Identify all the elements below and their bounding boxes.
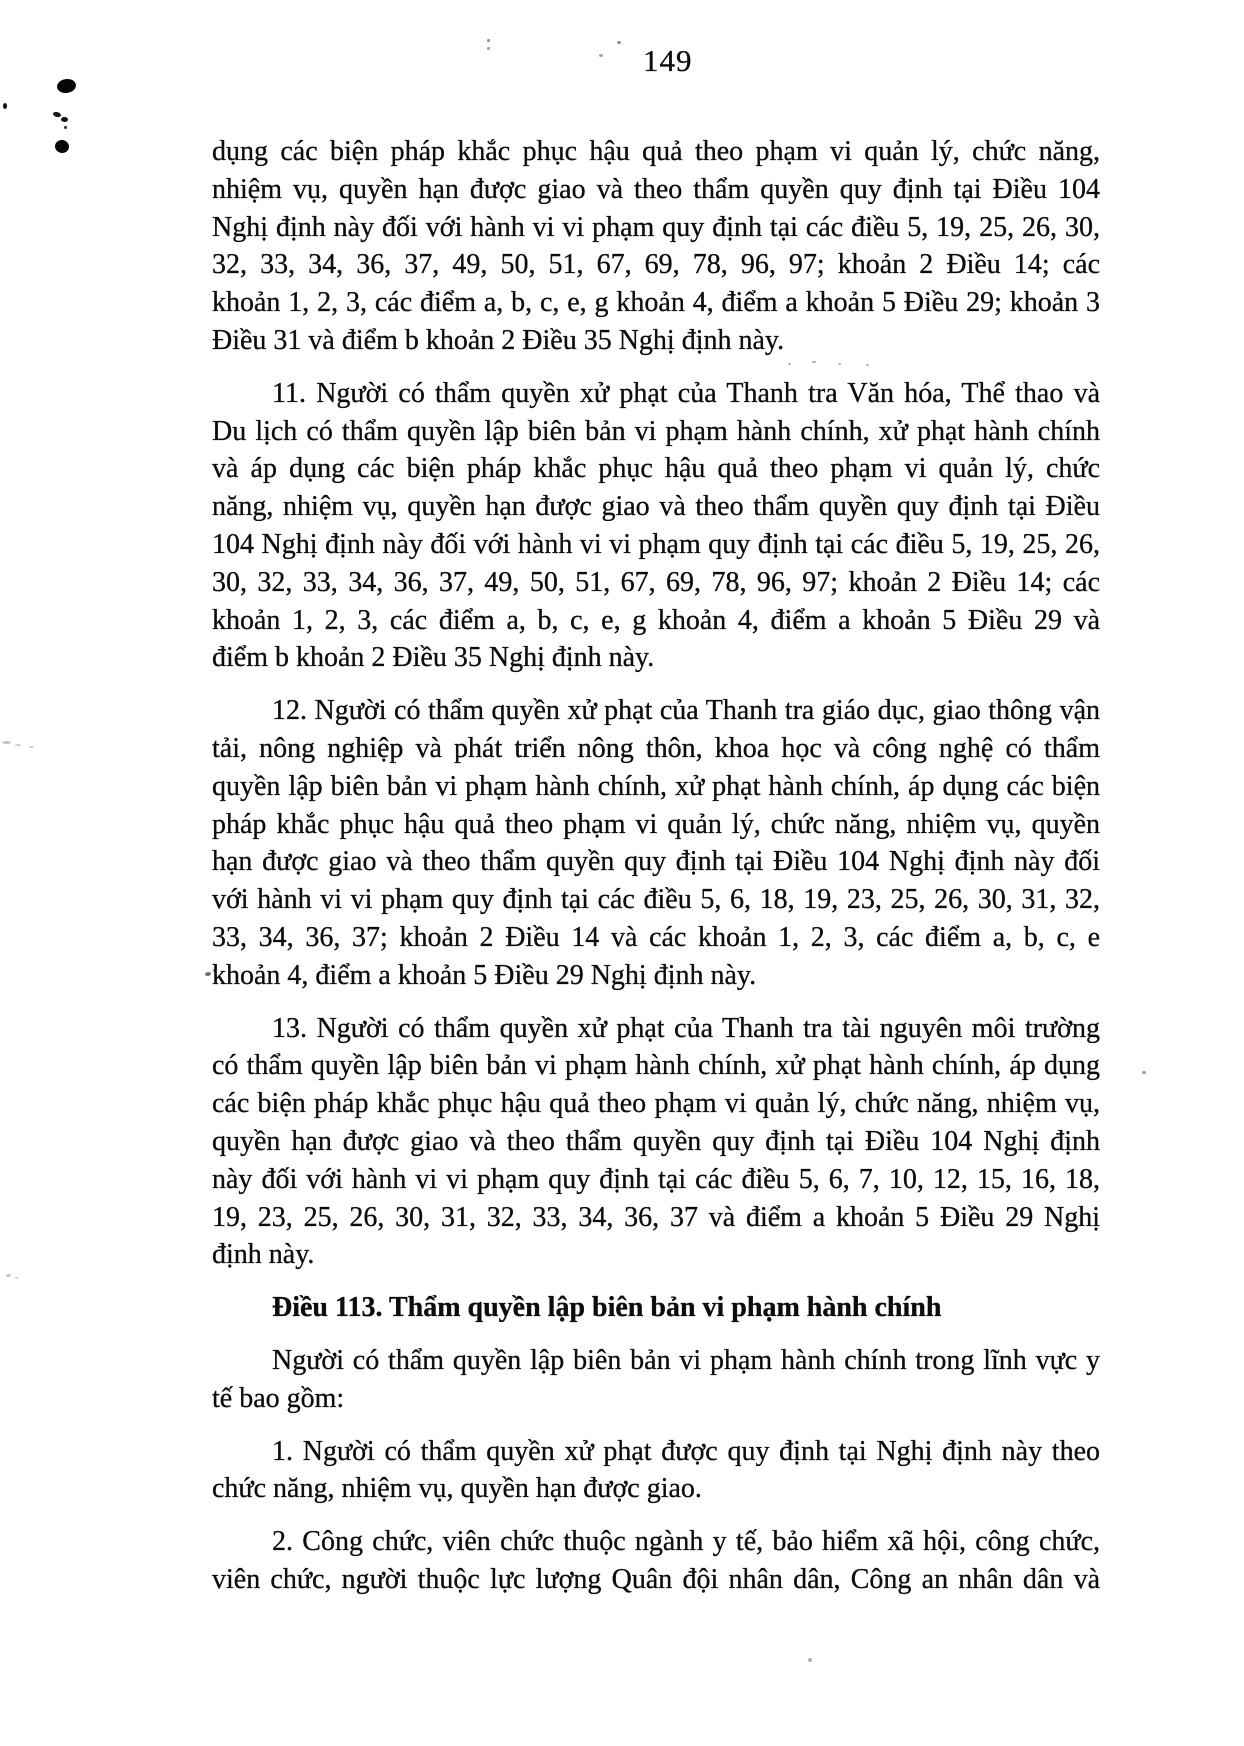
ink-speck xyxy=(64,126,67,129)
paragraph-intro-113 xyxy=(212,1342,1100,1418)
scan-speck xyxy=(487,39,490,42)
scan-speck xyxy=(205,972,212,977)
text-line-content: điểm b khoản 2 Điều 35 Nghị định này. xyxy=(212,642,655,674)
text-line-content: có thẩm quyền lập biên bản vi phạm hành chính, xử phạt hành chính, áp dụng xyxy=(212,1050,1100,1082)
text-line xyxy=(212,1161,1100,1199)
text-line-content: tải, nông nghiệp và phát triển nông thôn, khoa học và công nghệ có thẩm xyxy=(212,732,1100,764)
text-line-content: dụng các biện pháp khắc phục hậu quả theo phạm vi quản lý, chức năng, xyxy=(212,136,1100,167)
text-line-content: nhiệm vụ, quyền hạn được giao và theo thẩm quyền quy định tại Điều 104 xyxy=(212,173,1100,205)
scan-speck xyxy=(2,741,11,744)
text-line-content: 12. Người có thẩm quyền xử phạt của Thanh tra giáo dục, giao thông vận xyxy=(272,695,1100,727)
paragraph-item-1 xyxy=(212,1433,1100,1509)
text-line-content: viên chức, người thuộc lực lượng Quân đội nhân dân, Công an nhân dân và xyxy=(212,1563,1100,1595)
text-line-content: 33, 34, 36, 37; khoản 2 Điều 14 và các khoản 1, 2, 3, các điểm a, b, c, e xyxy=(212,921,1100,953)
text-line xyxy=(212,806,1100,844)
text-line-content: pháp khắc phục hậu quả theo phạm vi quản lý, chức năng, nhiệm vụ, quyền xyxy=(212,808,1100,840)
text-line-content: 2. Công chức, viên chức thuộc ngành y tế, bảo hiểm xã hội, công chức, xyxy=(272,1526,1100,1558)
text-line-content: các biện pháp khắc phục hậu quả theo phạm vi quản lý, chức năng, nhiệm vụ, xyxy=(212,1088,1100,1120)
text-line-content: với hành vi vi phạm quy định tại các điều 5, 6, 18, 19, 23, 25, 26, 30, 31, 32, xyxy=(212,884,1100,916)
text-line xyxy=(212,1380,1100,1418)
text-line xyxy=(212,1289,1100,1327)
text-line-content: Nghị định này đối với hành vi vi phạm quy định tại các điều 5, 19, 25, 26, 30, xyxy=(212,211,1100,243)
text-line xyxy=(212,1236,1100,1274)
scan-speck xyxy=(617,41,621,44)
text-line xyxy=(212,450,1100,488)
ink-smudge xyxy=(56,78,77,95)
text-line xyxy=(212,1199,1100,1237)
paragraph-item-2 xyxy=(212,1523,1100,1599)
text-line xyxy=(212,1085,1100,1123)
text-line-content: Du lịch có thẩm quyền lập biên bản vi phạm hành chính, xử phạt hành chính xyxy=(212,415,1100,447)
text-line xyxy=(212,413,1100,451)
text-line-content: tế bao gồm: xyxy=(212,1382,345,1414)
text-line-content: quyền hạn được giao và theo thẩm quyền quy định tại Điều 104 Nghị định xyxy=(212,1125,1100,1157)
text-line-content: năng, nhiệm vụ, quyền hạn được giao và theo thẩm quyền quy định tại Điều xyxy=(212,491,1100,523)
text-line xyxy=(212,133,1100,171)
text-line-content: 32, 33, 34, 36, 37, 49, 50, 51, 67, 69, 78, 96, 97; khoản 2 Điều 14; các xyxy=(212,249,1100,281)
paragraph-continuation xyxy=(212,133,1100,360)
scan-speck xyxy=(808,1658,812,1662)
text-line xyxy=(212,209,1100,247)
scan-speck xyxy=(487,47,490,50)
text-line xyxy=(212,322,1100,360)
ink-speck xyxy=(3,103,7,109)
text-line xyxy=(212,639,1100,677)
text-line xyxy=(212,1123,1100,1161)
text-line xyxy=(212,246,1100,284)
text-line xyxy=(212,1470,1100,1508)
text-line xyxy=(212,1433,1100,1471)
scan-speck xyxy=(599,54,603,57)
text-line-content: 104 Nghị định này đối với hành vi vi phạm quy định tại các điều 5, 19, 25, 26, xyxy=(212,528,1100,560)
text-line xyxy=(212,564,1100,602)
text-line xyxy=(212,692,1100,730)
text-line xyxy=(212,881,1100,919)
text-line xyxy=(212,957,1100,995)
text-line-content: khoản 1, 2, 3, các điểm a, b, c, e, g khoản 4, điểm a khoản 5 Điều 29; khoản 3 xyxy=(212,287,1100,319)
scan-speck xyxy=(29,746,34,748)
text-line-content: chức năng, nhiệm vụ, quyền hạn được giao. xyxy=(212,1473,702,1505)
text-line xyxy=(212,1523,1100,1561)
text-line xyxy=(212,843,1100,881)
text-line-content: 19, 23, 25, 26, 30, 31, 32, 33, 34, 36, 37 và điểm a khoản 5 Điều 29 Nghị xyxy=(212,1201,1100,1233)
page-number: 149 xyxy=(643,43,693,78)
text-line-content: 30, 32, 33, 34, 36, 37, 49, 50, 51, 67, 69, 78, 96, 97; khoản 2 Điều 14; các xyxy=(212,566,1100,598)
text-line xyxy=(212,1047,1100,1085)
text-line-content: 13. Người có thẩm quyền xử phạt của Thanh tra tài nguyên môi trường xyxy=(272,1012,1100,1044)
text-line-content: Điều 31 và điểm b khoản 2 Điều 35 Nghị định này. xyxy=(212,324,785,356)
scan-speck xyxy=(1142,1071,1146,1074)
text-line xyxy=(212,284,1100,322)
text-line xyxy=(212,1342,1100,1380)
text-line-content: định này. xyxy=(212,1239,315,1271)
text-line-content: hạn được giao và theo thẩm quyền quy định tại Điều 104 Nghị định này đối xyxy=(212,846,1100,878)
text-line-content: khoản 1, 2, 3, các điểm a, b, c, e, g khoản 4, điểm a khoản 5 Điều 29 và xyxy=(212,604,1100,636)
scan-speck xyxy=(15,1277,18,1279)
text-line-content: 1. Người có thẩm quyền xử phạt được quy định tại Nghị định này theo xyxy=(272,1435,1100,1467)
text-line xyxy=(212,919,1100,957)
text-line xyxy=(212,375,1100,413)
text-line xyxy=(212,526,1100,564)
text-line xyxy=(212,730,1100,768)
paragraph-item-12 xyxy=(212,692,1100,994)
text-line xyxy=(212,171,1100,209)
text-line-content: khoản 4, điểm a khoản 5 Điều 29 Nghị định này. xyxy=(212,959,757,991)
text-line-content: này đối với hành vi vi phạm quy định tại các điều 5, 6, 7, 10, 12, 15, 16, 18, xyxy=(212,1163,1100,1195)
text-line xyxy=(212,602,1100,640)
ink-smudge xyxy=(54,139,70,154)
text-line-content: Điều 113. Thẩm quyền lập biên bản vi phạm hành chính xyxy=(272,1292,942,1324)
heading-dieu-113 xyxy=(212,1289,1100,1327)
text-line-content: quyền lập biên bản vi phạm hành chính, xử phạt hành chính, áp dụng các biện xyxy=(212,770,1100,802)
scan-speck xyxy=(15,744,21,746)
text-line-content: Người có thẩm quyền lập biên bản vi phạm hành chính trong lĩnh vực y xyxy=(272,1344,1100,1376)
scan-speck xyxy=(6,1274,11,1277)
ink-speck xyxy=(52,111,61,118)
ink-speck xyxy=(61,117,68,122)
text-line-content: 11. Người có thẩm quyền xử phạt của Thanh tra Văn hóa, Thể thao và xyxy=(272,377,1100,409)
text-line xyxy=(212,1010,1100,1048)
text-line xyxy=(212,768,1100,806)
text-line xyxy=(212,1561,1100,1599)
text-line-content: và áp dụng các biện pháp khắc phục hậu quả theo phạm vi quản lý, chức xyxy=(212,453,1100,485)
paragraph-item-11 xyxy=(212,375,1100,677)
text-line xyxy=(212,488,1100,526)
text-column xyxy=(212,133,1100,1599)
paragraph-item-13 xyxy=(212,1010,1100,1275)
